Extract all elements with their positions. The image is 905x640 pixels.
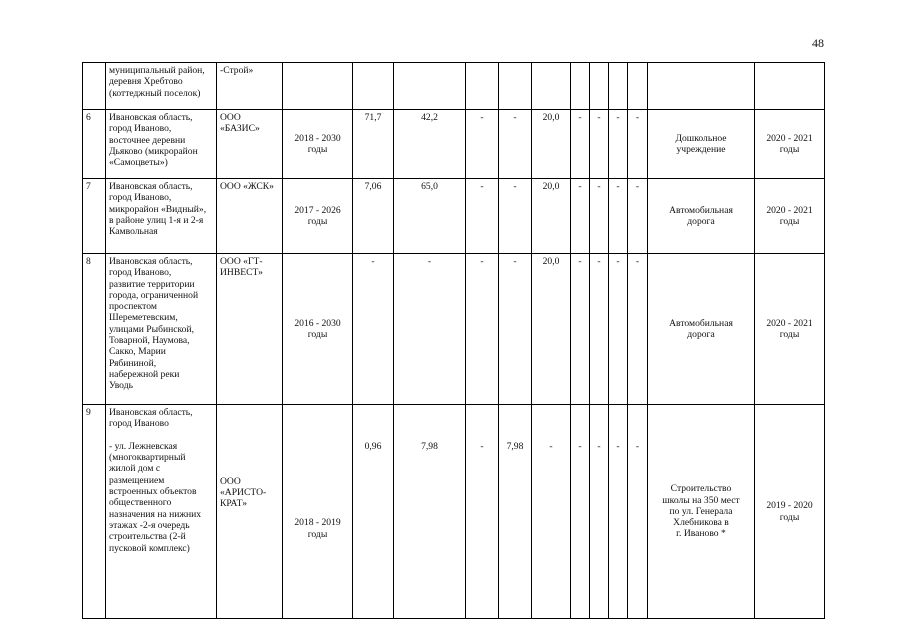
cell-value: 7,98 xyxy=(394,405,466,619)
cell-num: 8 xyxy=(83,254,106,405)
cell-value xyxy=(571,63,590,110)
cell-object: Автомобильная дорога xyxy=(648,254,755,405)
cell-value: - xyxy=(628,254,648,405)
cell-value xyxy=(532,63,571,110)
cell-developer: ООО «АРИСТО- КРАТ» xyxy=(217,405,283,619)
cell-value: - xyxy=(590,405,609,619)
cell-num: 7 xyxy=(83,179,106,254)
cell-value xyxy=(466,63,499,110)
cell-value: - xyxy=(609,110,628,179)
cell-developer: ООО «ЖСК» xyxy=(217,179,283,254)
cell-value: - xyxy=(499,179,532,254)
cell-value: 7,98 xyxy=(499,405,532,619)
page-number: 48 xyxy=(812,36,824,50)
cell-value: - xyxy=(466,179,499,254)
cell-value: - xyxy=(609,254,628,405)
cell-period xyxy=(283,63,353,110)
cell-value: - xyxy=(532,405,571,619)
cell-value: - xyxy=(571,110,590,179)
cell-value: - xyxy=(590,179,609,254)
cell-period: 2016 - 2030 годы xyxy=(283,254,353,405)
cell-value: 65,0 xyxy=(394,179,466,254)
table-row xyxy=(83,254,825,405)
cell-value: 71,7 xyxy=(353,110,394,179)
cell-value: 20,0 xyxy=(532,179,571,254)
cell-value: - xyxy=(394,254,466,405)
cell-value: - xyxy=(628,405,648,619)
investment-projects-table xyxy=(82,62,825,619)
cell-value: - xyxy=(571,405,590,619)
table-row xyxy=(83,405,825,619)
cell-years xyxy=(755,63,825,110)
cell-object xyxy=(648,63,755,110)
cell-value: - xyxy=(466,254,499,405)
cell-developer: ООО «БАЗИС» xyxy=(217,110,283,179)
cell-object: Автомобильная дорога xyxy=(648,179,755,254)
cell-value: - xyxy=(499,110,532,179)
cell-value: - xyxy=(628,110,648,179)
cell-years: 2019 - 2020 годы xyxy=(755,405,825,619)
cell-value: 42,2 xyxy=(394,110,466,179)
cell-value: - xyxy=(628,179,648,254)
table-row-continuation xyxy=(83,63,825,110)
cell-location: Ивановская область, город Иваново - ул. Лежневская (многоквартирный жилой дом с размещением встроенных объектов общественного назначения на нижних этажах -2-я очередь строительства (2-й пусковой комплекс) xyxy=(106,405,217,619)
cell-value: - xyxy=(466,405,499,619)
cell-value xyxy=(628,63,648,110)
table-row xyxy=(83,110,825,179)
cell-value: 20,0 xyxy=(532,110,571,179)
cell-value: - xyxy=(353,254,394,405)
cell-num xyxy=(83,63,106,110)
cell-years: 2020 - 2021 годы xyxy=(755,110,825,179)
cell-num: 9 xyxy=(83,405,106,619)
cell-value xyxy=(394,63,466,110)
table-row xyxy=(83,179,825,254)
cell-value: - xyxy=(466,110,499,179)
cell-value: - xyxy=(571,254,590,405)
cell-value xyxy=(353,63,394,110)
cell-value xyxy=(609,63,628,110)
cell-num: 6 xyxy=(83,110,106,179)
cell-value: - xyxy=(590,110,609,179)
cell-value: - xyxy=(499,254,532,405)
cell-value xyxy=(499,63,532,110)
cell-period: 2018 - 2019 годы xyxy=(283,405,353,619)
cell-years: 2020 - 2021 годы xyxy=(755,179,825,254)
cell-value: 20,0 xyxy=(532,254,571,405)
cell-developer: ООО «ГТ- ИНВЕСТ» xyxy=(217,254,283,405)
cell-period: 2017 - 2026 годы xyxy=(283,179,353,254)
cell-period: 2018 - 2030 годы xyxy=(283,110,353,179)
cell-location: муниципальный район, деревня Хребтово (коттеджный поселок) xyxy=(106,63,217,110)
cell-location: Ивановская область, город Иваново, восточнее деревни Дьяково (микрорайон «Самоцветы») xyxy=(106,110,217,179)
cell-object: Строительство школы на 350 мест по ул. Генерала Хлебникова в г. Иваново * xyxy=(648,405,755,619)
cell-value: 0,96 xyxy=(353,405,394,619)
cell-value: - xyxy=(571,179,590,254)
cell-value xyxy=(590,63,609,110)
cell-years: 2020 - 2021 годы xyxy=(755,254,825,405)
cell-value: - xyxy=(609,179,628,254)
cell-location: Ивановская область, город Иваново, микрорайон «Видный», в районе улиц 1-я и 2-я Камвольная xyxy=(106,179,217,254)
cell-value: 7,06 xyxy=(353,179,394,254)
cell-value: - xyxy=(590,254,609,405)
cell-object: Дошкольное учреждение xyxy=(648,110,755,179)
cell-developer: -Строй» xyxy=(217,63,283,110)
cell-location: Ивановская область, город Иваново, развитие территории города, ограниченной проспектом Шереметевским, улицами Рыбинской, Товарной, Наумова, Сакко, Марии Рябининой, набережной реки Уводь xyxy=(106,254,217,405)
cell-value: - xyxy=(609,405,628,619)
